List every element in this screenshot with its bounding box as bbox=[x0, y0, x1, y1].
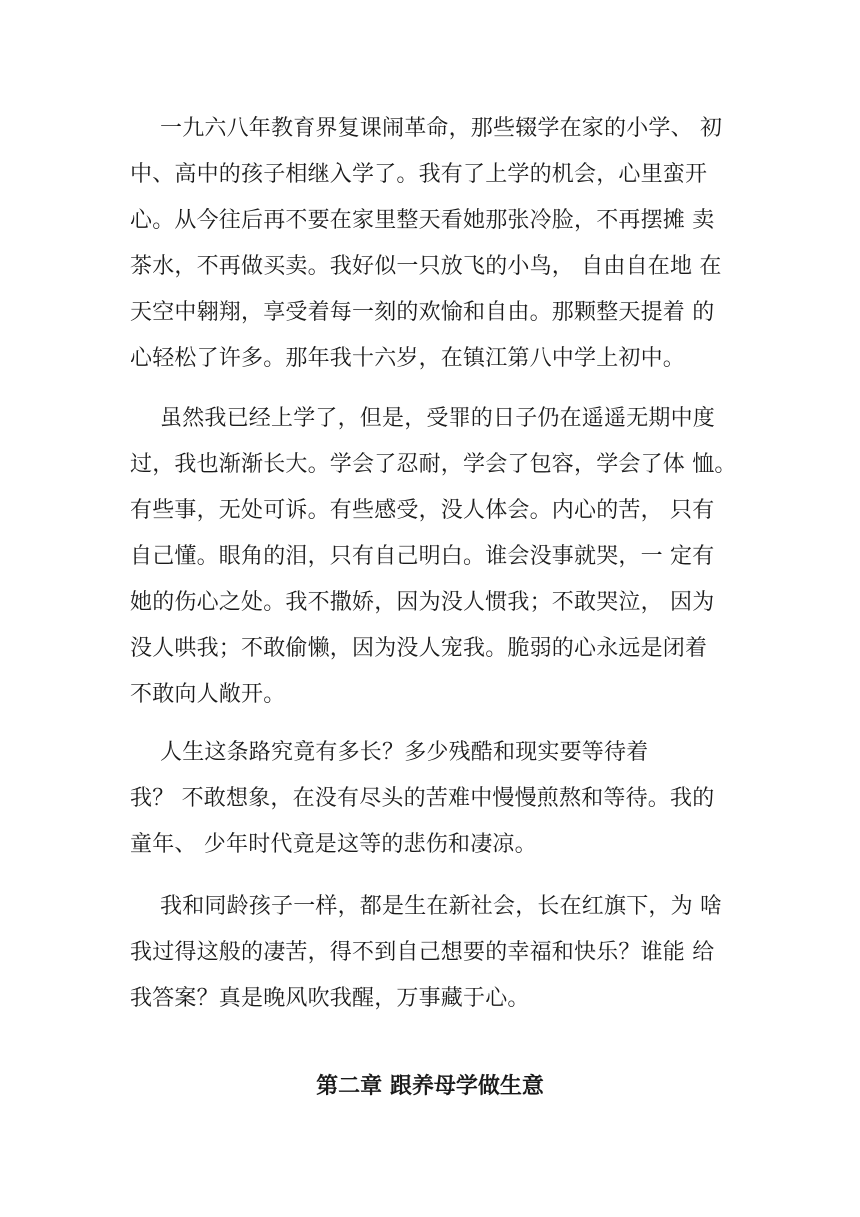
text-line: 自己懂。眼角的泪，只有自己明白。谁会没事就哭，一 定有 bbox=[130, 544, 715, 569]
text-line: 我答案？真是晚风吹我醒，万事藏于心。 bbox=[130, 986, 530, 1011]
text-line: 心轻松了许多。那年我十六岁，在镇江第八中学上初中。 bbox=[130, 346, 686, 371]
text-line: 童年、 少年时代竟是这等的悲伤和凄凉。 bbox=[130, 832, 537, 857]
paragraph-1 bbox=[130, 106, 740, 382]
paragraph-4 bbox=[130, 884, 740, 1022]
text-line: 心。从今往后再不要在家里整天看她那张冷脸，不再摆摊 卖 bbox=[130, 208, 715, 233]
text-line: 有些事，无处可诉。有些感受，没人体会。内心的苦， 只有 bbox=[130, 498, 715, 523]
text-line: 我？ 不敢想象，在没有尽头的苦难中慢慢煎熬和等待。我的 bbox=[130, 786, 715, 811]
text-line: 过，我也渐渐长大。学会了忍耐，学会了包容，学会了体 恤。 bbox=[130, 452, 737, 477]
paragraph-2 bbox=[130, 396, 740, 718]
chapter-heading: 第二章 跟养母学做生意 bbox=[316, 1074, 544, 1099]
text-line: 我和同龄孩子一样，都是生在新社会，长在红旗下，为 啥 bbox=[160, 894, 723, 919]
text-line: 没人哄我；不敢偷懒，因为没人宠我。脆弱的心永远是闭着 bbox=[130, 636, 708, 661]
text-line: 我过得这般的凄苦，得不到自己想要的幸福和快乐？谁能 给 bbox=[130, 940, 715, 965]
text-line: 中、高中的孩子相继入学了。我有了上学的机会，心里蛮开 bbox=[130, 162, 708, 187]
text-line: 不敢向人敞开。 bbox=[130, 682, 286, 707]
text-line: 一九六八年教育界复课闹革命，那些辍学在家的小学、 初 bbox=[160, 116, 723, 141]
text-line: 茶水，不再做买卖。我好似一只放飞的小鸟， 自由自在地 在 bbox=[130, 254, 722, 279]
text-line: 虽然我已经上学了，但是，受罪的日子仍在遥遥无期中度 bbox=[160, 406, 716, 431]
text-line: 她的伤心之处。我不撒娇，因为没人惯我；不敢哭泣， 因为 bbox=[130, 590, 715, 615]
text-line: 人生这条路究竟有多长？多少残酷和现实要等待着 bbox=[160, 740, 649, 765]
text-line: 天空中翱翔，享受着每一刻的欢愉和自由。那颗整天提着 的 bbox=[130, 300, 715, 325]
paragraph-3 bbox=[130, 730, 740, 868]
